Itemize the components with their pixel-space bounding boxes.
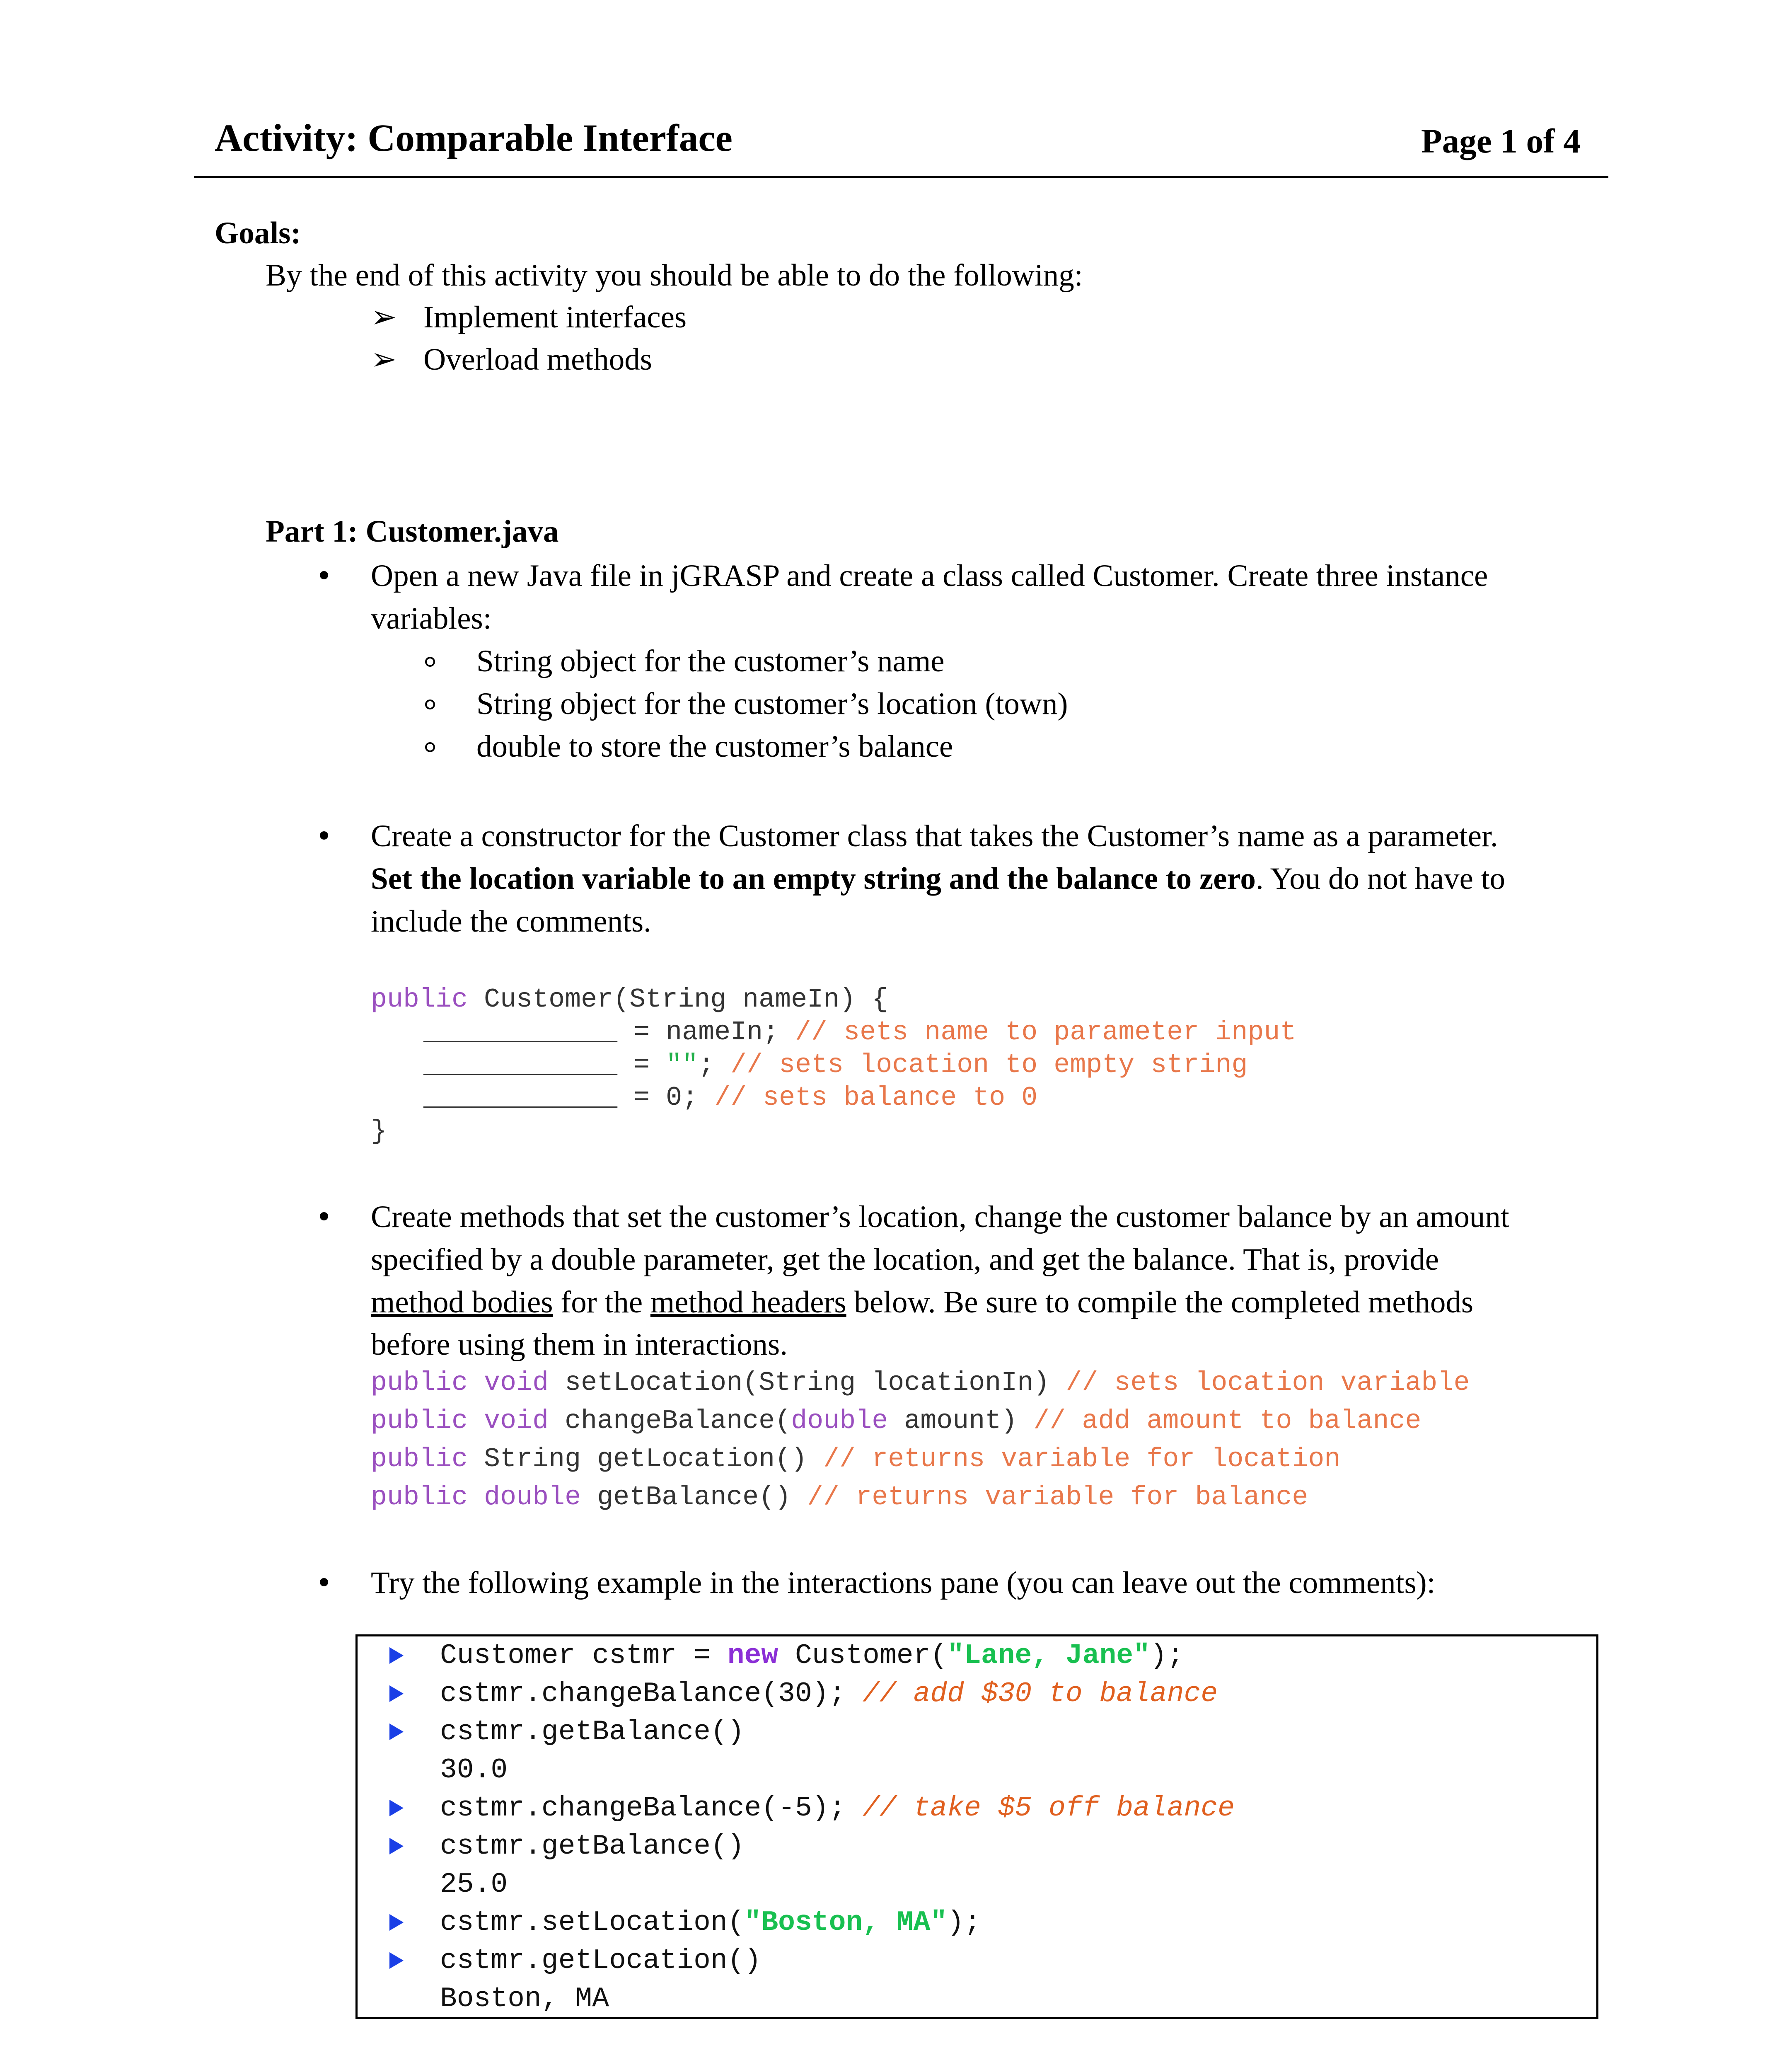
code-string: "Lane, Jane" bbox=[947, 1640, 1150, 1672]
prompt-arrow-icon bbox=[389, 1800, 404, 1816]
code-comment: // sets name to parameter input bbox=[795, 1017, 1296, 1048]
underlined-text: method bodies bbox=[371, 1285, 553, 1319]
code-keyword: new bbox=[727, 1640, 778, 1672]
bullet2-line2-rest: . You do not have to bbox=[1255, 862, 1506, 896]
bullet1-line1: Open a new Java file in jGRASP and create a class called Customer. Create three instance bbox=[371, 559, 1488, 593]
bullet3-line2: specified by a double parameter, get the location, and get the balance. That is, provide bbox=[371, 1242, 1439, 1277]
bullet-icon bbox=[320, 571, 328, 579]
ctor-line-2 bbox=[423, 1050, 1247, 1080]
code-comment: // sets balance to 0 bbox=[714, 1082, 1038, 1113]
sub-item: String object for the customer’s name bbox=[476, 644, 945, 678]
sub-item: String object for the customer’s location (town) bbox=[476, 687, 1068, 721]
prompt-arrow-icon bbox=[389, 1952, 404, 1969]
circle-bullet-icon bbox=[425, 700, 435, 709]
bullet1-line2: variables: bbox=[371, 601, 492, 636]
code-text: = bbox=[617, 1050, 666, 1080]
method-header bbox=[371, 1444, 1340, 1474]
code-comment: // returns variable for location bbox=[823, 1444, 1341, 1474]
prompt-arrow-icon bbox=[389, 1723, 404, 1740]
interaction-line bbox=[440, 1792, 1235, 1824]
code-text: amount) bbox=[888, 1406, 1034, 1436]
code-keyword: public bbox=[371, 984, 468, 1015]
interaction-line: cstmr.getBalance() bbox=[440, 1830, 745, 1862]
bullet3-line1: Create methods that set the customer’s location, change the customer balance by an amount bbox=[371, 1200, 1509, 1234]
prompt-arrow-icon bbox=[389, 1914, 404, 1931]
code-comment: // add amount to balance bbox=[1033, 1406, 1422, 1436]
method-header bbox=[371, 1482, 1308, 1513]
code-keyword: public bbox=[371, 1368, 468, 1398]
prompt-arrow-icon bbox=[389, 1647, 404, 1664]
ctor-line-3 bbox=[423, 1082, 1037, 1113]
interaction-output: Boston, MA bbox=[440, 1983, 609, 2015]
code-text: ); bbox=[947, 1907, 981, 1939]
code-text: Customer( bbox=[778, 1640, 948, 1672]
code-comment: // sets location to empty string bbox=[730, 1050, 1248, 1080]
ctor-signature bbox=[371, 984, 888, 1015]
code-text: changeBalance( bbox=[549, 1406, 791, 1436]
interaction-line bbox=[440, 1640, 1184, 1672]
bullet3-line3 bbox=[371, 1287, 1473, 1318]
ctor-close: } bbox=[371, 1116, 387, 1147]
code-text: ; bbox=[698, 1050, 731, 1080]
code-text: cstmr.setLocation( bbox=[440, 1907, 745, 1939]
code-comment: // returns variable for balance bbox=[807, 1482, 1308, 1513]
code-text: String getLocation() bbox=[468, 1444, 824, 1474]
code-keyword: public bbox=[371, 1482, 468, 1513]
goal-item: Overload methods bbox=[423, 342, 652, 377]
method-header bbox=[371, 1368, 1470, 1398]
circle-bullet-icon bbox=[425, 742, 435, 752]
code-blank: ____________ bbox=[423, 1017, 618, 1048]
part1-heading: Part 1: Customer.java bbox=[266, 514, 559, 549]
code-keyword: public bbox=[371, 1406, 468, 1436]
code-text: ); bbox=[1150, 1640, 1184, 1672]
goal-item: Implement interfaces bbox=[423, 300, 687, 334]
code-string: "" bbox=[666, 1050, 699, 1080]
bold-instruction: Set the location variable to an empty string and the balance to zero bbox=[371, 862, 1256, 896]
circle-bullet-icon bbox=[425, 657, 435, 667]
bullet-icon bbox=[320, 1212, 328, 1220]
code-keyword: public bbox=[371, 1444, 468, 1474]
code-keyword: void bbox=[484, 1368, 549, 1398]
code-blank: ____________ bbox=[423, 1050, 618, 1080]
code-text: cstmr.changeBalance(30); bbox=[440, 1678, 863, 1710]
prompt-arrow-icon bbox=[389, 1838, 404, 1854]
code-text: cstmr.changeBalance(-5); bbox=[440, 1792, 863, 1824]
code-comment: // take $5 off balance bbox=[863, 1792, 1235, 1824]
ctor-line-1 bbox=[423, 1017, 1296, 1048]
method-header bbox=[371, 1406, 1421, 1436]
code-text: Customer cstmr = bbox=[440, 1640, 728, 1672]
arrow-bullet-icon: ➢ bbox=[371, 300, 397, 334]
bullet2-line1: Create a constructor for the Customer class that takes the Customer’s name as a parameter. bbox=[371, 819, 1498, 853]
code-text: getBalance() bbox=[581, 1482, 807, 1513]
interaction-output: 30.0 bbox=[440, 1754, 508, 1786]
code-blank: ____________ bbox=[423, 1082, 618, 1113]
underlined-text: method headers bbox=[650, 1285, 846, 1319]
code-text: setLocation(String locationIn) bbox=[549, 1368, 1066, 1398]
goals-intro: By the end of this activity you should be able to do the following: bbox=[266, 258, 1083, 293]
code-comment: // sets location variable bbox=[1066, 1368, 1470, 1398]
bullet4-text: Try the following example in the interactions pane (you can leave out the comments): bbox=[371, 1566, 1436, 1600]
interaction-line bbox=[440, 1907, 981, 1939]
interaction-line bbox=[440, 1678, 1218, 1710]
code-keyword: void bbox=[484, 1406, 549, 1436]
code-comment: // add $30 to balance bbox=[863, 1678, 1218, 1710]
bullet-icon bbox=[320, 831, 328, 840]
code-keyword: double bbox=[791, 1406, 888, 1436]
interaction-line: cstmr.getBalance() bbox=[440, 1716, 745, 1748]
bullet2-line3: include the comments. bbox=[371, 904, 651, 939]
bullet-icon bbox=[320, 1578, 328, 1586]
interaction-output: 25.0 bbox=[440, 1869, 508, 1900]
header-rule bbox=[194, 176, 1608, 178]
goals-heading: Goals: bbox=[215, 216, 301, 250]
code-text: = nameIn; bbox=[617, 1017, 795, 1048]
code-text: = 0; bbox=[617, 1082, 715, 1113]
prompt-arrow-icon bbox=[389, 1685, 404, 1702]
text: for the bbox=[553, 1285, 650, 1319]
code-text: Customer(String nameIn) { bbox=[468, 984, 888, 1015]
bullet3-line4: before using them in interactions. bbox=[371, 1327, 788, 1362]
text: below. Be sure to compile the completed methods bbox=[846, 1285, 1474, 1319]
bullet2-line2 bbox=[371, 863, 1505, 894]
arrow-bullet-icon: ➢ bbox=[371, 342, 397, 377]
header-page-number: Page 1 of 4 bbox=[1421, 122, 1581, 160]
interaction-line: cstmr.getLocation() bbox=[440, 1945, 762, 1977]
code-keyword: double bbox=[484, 1482, 581, 1513]
sub-item: double to store the customer’s balance bbox=[476, 729, 953, 764]
page-title: Activity: Comparable Interface bbox=[215, 117, 733, 160]
code-string: "Boston, MA" bbox=[744, 1907, 948, 1939]
